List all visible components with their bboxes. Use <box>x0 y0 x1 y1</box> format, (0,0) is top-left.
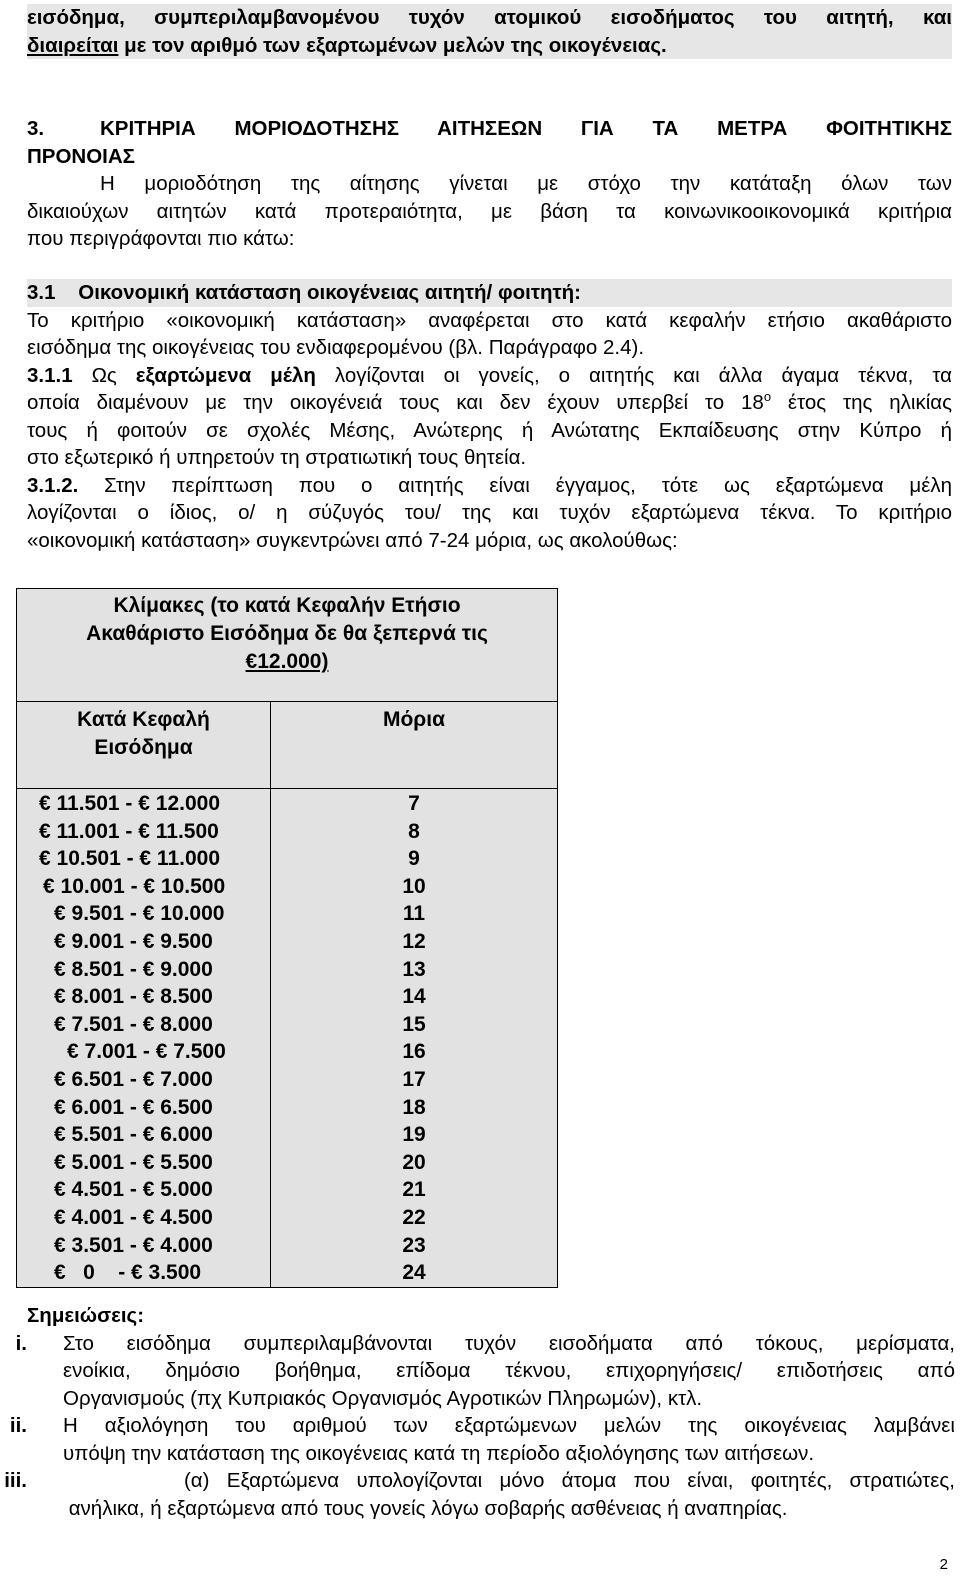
section-3-1-1-line-2-a: οποία διαμένουν με την οικογένειά τους και δεν έχουν υπερβεί το 18 <box>27 391 764 414</box>
points-value: 22 <box>402 1205 426 1229</box>
column-header-income-line-2: Εισόδημα <box>94 736 193 759</box>
points-value: 11 <box>402 902 426 926</box>
column-header-income-line-1: Κατά Κεφαλή <box>77 708 210 731</box>
points-value: 18 <box>402 1095 426 1119</box>
income-range: € 9.001 - € 9.500 <box>54 929 213 953</box>
table-title <box>17 589 558 702</box>
intro-line-2 <box>27 32 952 60</box>
section-3-1 <box>27 279 952 554</box>
income-range: € 5.001 - € 5.500 <box>54 1150 213 1174</box>
income-range: € 8.501 - € 9.000 <box>54 957 213 981</box>
page-number: 2 <box>939 1556 948 1573</box>
section-3-heading-line-1: ΚΡΙΤΗΡΙΑ ΜΟΡΙΟΔΟΤΗΣΗΣ ΑΙΤΗΣΕΩΝ ΓΙΑ ΤΑ ΜΕΤΡΑ ΦΟΙΤΗΤΙΚΗΣ <box>100 117 952 140</box>
note-number: ii. <box>9 1414 27 1437</box>
note-line: Οργανισμούς (πχ Κυπριακός Οργανισμός Αγροτικών Πληρωμών), κτλ. <box>63 1386 703 1410</box>
intro-paragraph <box>27 4 952 59</box>
note-line: Η αξιολόγηση του αριθμού των εξαρτώμενων μελών της οικογένειας λαμβάνει <box>63 1414 955 1437</box>
points-value: 19 <box>402 1123 426 1147</box>
income-range: € 9.501 - € 10.000 <box>54 902 225 926</box>
section-3-1-1-line-4: στο εξωτερικό ή υπηρετούν τη στρατιωτική τους θητεία. <box>27 446 527 469</box>
column-header-points <box>271 702 558 789</box>
income-range: € 11.501 - € 12.000 <box>39 792 220 815</box>
income-range: € 11.001 - € 11.500 <box>39 819 219 843</box>
points-value: 7 <box>408 792 420 815</box>
section-3-1-1-line-2-b: έτος της ηλικίας <box>771 391 952 414</box>
income-range: € 4.501 - € 5.000 <box>54 1178 213 1202</box>
income-range: € 10.501 - € 11.000 <box>39 847 220 871</box>
points-value: 12 <box>402 929 426 953</box>
section-3-1-1-line-3: τους ή φοιτούν σε σχολές Μέσης, Ανώτερης ή Ανώτατης Εκπαίδευσης στην Κύπρο ή <box>27 418 952 442</box>
income-range: € 4.001 - € 4.500 <box>54 1205 213 1229</box>
points-value: 14 <box>402 985 426 1009</box>
column-header-points-label: Μόρια <box>382 708 446 731</box>
notes-section <box>0 1302 955 1522</box>
note-item <box>0 1412 955 1467</box>
points-value: 9 <box>408 847 420 871</box>
section-3-para-line-1: Η μοριοδότηση της αίτησης γίνεται με στόχο την κατάταξη όλων των <box>100 172 952 195</box>
notes-heading: Σημειώσεις: <box>27 1304 145 1327</box>
points-list <box>271 790 557 1287</box>
note-line: ενοίκια, δημόσιο βοήθημα, επίδομα τέκνου, επιχορηγήσεις/ επιδοτήσεις από <box>63 1359 955 1382</box>
section-3-1-2-line-2: λογίζονται ο ίδιος, ο/ η σύζυγός του/ της και τυχόν εξαρτώμενα τέκνα. Το κριτήριο <box>27 501 952 524</box>
section-3-1-para-line-2: εισόδημα της οικογένειας του ενδιαφερομένου (βλ. Παράγραφο 2.4). <box>27 336 645 359</box>
income-range: € 5.501 - € 6.000 <box>54 1123 213 1147</box>
points-value: 21 <box>402 1178 426 1202</box>
income-ranges-cell <box>17 789 271 1288</box>
notes-list <box>0 1330 955 1523</box>
section-3-1-1-text-b: λογίζονται οι γονείς, ο αιτητής και άλλα άγαμα τέκνα, τα <box>315 363 952 387</box>
note-number: i. <box>15 1331 27 1355</box>
intro-underlined-word: διαιρείται <box>27 33 119 57</box>
note-item <box>0 1330 955 1413</box>
income-range: € 0 - € 3.500 <box>54 1261 202 1285</box>
section-3-1-1-number: 3.1.1 <box>27 363 73 387</box>
section-3-1-1-line-2 <box>27 389 952 417</box>
points-value: 13 <box>402 957 426 981</box>
table-title-line-1: Κλίμακες (το κατά Κεφαλήν Ετήσιο <box>113 594 461 617</box>
points-value: 24 <box>402 1261 426 1285</box>
income-range: € 10.001 - € 10.500 <box>43 874 226 898</box>
section-3-1-heading: 3.1 Οικονομική κατάσταση οικογένειας αιτητή/ φοιτητή: <box>27 279 952 307</box>
points-value: 10 <box>402 874 426 898</box>
points-value: 23 <box>402 1233 426 1257</box>
income-range: € 7.501 - € 8.000 <box>54 1012 213 1036</box>
points-value: 8 <box>408 819 420 843</box>
section-3-1-2-line-1-text: Στην περίπτωση που ο αιτητής είναι έγγαμος, τότε ως εξαρτώμενα μέλη <box>78 473 952 497</box>
points-value: 17 <box>402 1067 426 1091</box>
table-title-line-3: €12.000) <box>245 650 329 673</box>
note-line: (α) Εξαρτώμενα υπολογίζονται μόνο άτομα που είναι, φοιτητές, στρατιώτες, <box>63 1469 955 1492</box>
income-range: € 7.001 - € 7.500 <box>67 1040 226 1064</box>
section-3-1-para-line-1: Το κριτήριο «οικονομική κατάσταση» αναφέρεται στο κατά κεφαλήν ετήσιο ακαθάριστο <box>27 308 952 332</box>
section-3-heading <box>27 115 952 143</box>
income-points-table <box>16 588 558 1288</box>
income-range: € 6.501 - € 7.000 <box>54 1067 213 1091</box>
points-cell <box>271 789 558 1288</box>
section-3-1-2-line-1 <box>27 472 952 500</box>
section-3-number: 3. <box>27 117 45 140</box>
income-range: € 8.001 - € 8.500 <box>54 985 213 1009</box>
points-value: 16 <box>402 1040 426 1064</box>
income-ranges-list <box>17 790 270 1287</box>
section-3-para-line-2: δικαιούχων αιτητών κατά προτεραιότητα, με βάση τα κοινωνικοοικονομικά κριτήρια <box>27 199 952 223</box>
note-line: Στο εισόδημα συμπεριλαμβάνονται τυχόν εισοδήματα από τόκους, μερίσματα, <box>63 1331 955 1355</box>
points-value: 20 <box>402 1150 426 1174</box>
note-line: υπόψη την κατάσταση της οικογένειας κατά τη περίοδο αξιολόγησης των αιτήσεων. <box>63 1441 815 1465</box>
superscript-o: ο <box>763 389 772 405</box>
note-line: ανήλικα, ή εξαρτώμενα από τους γονείς λόγω σοβαρής ασθένειας ή αναπηρίας. <box>63 1496 788 1520</box>
income-range: € 6.001 - € 6.500 <box>54 1095 213 1119</box>
column-header-income <box>17 702 271 789</box>
table-title-line-2: Ακαθάριστο Εισόδημα δε θα ξεπερνά τις <box>86 622 488 645</box>
income-range: € 3.501 - € 4.000 <box>54 1233 213 1257</box>
section-3-heading-line-2: ΠΡΟΝΟΙΑΣ <box>27 144 135 168</box>
note-item <box>0 1467 955 1522</box>
intro-line-1: εισόδημα, συμπεριλαμβανομένου τυχόν ατομικού εισοδήματος του αιτητή, και <box>27 6 952 29</box>
section-3 <box>27 115 952 253</box>
section-3-1-1-bold-term: εξαρτώμενα μέλη <box>135 363 316 387</box>
section-3-1-2-line-3: «οικονομική κατάσταση» συγκεντρώνει από 7-24 μόρια, ως ακολούθως: <box>27 528 678 552</box>
intro-line-2-rest: με τον αριθμό των εξαρτωμένων μελών της οικογένειας. <box>118 33 667 57</box>
section-3-para-line-3: που περιγράφονται πιο κάτω: <box>27 227 295 250</box>
points-value: 15 <box>402 1012 426 1036</box>
section-3-1-1-text-a: Ως <box>72 363 136 387</box>
section-3-1-2-number: 3.1.2. <box>27 473 79 497</box>
note-number: iii. <box>4 1469 27 1492</box>
section-3-1-1-line-1 <box>27 362 952 390</box>
